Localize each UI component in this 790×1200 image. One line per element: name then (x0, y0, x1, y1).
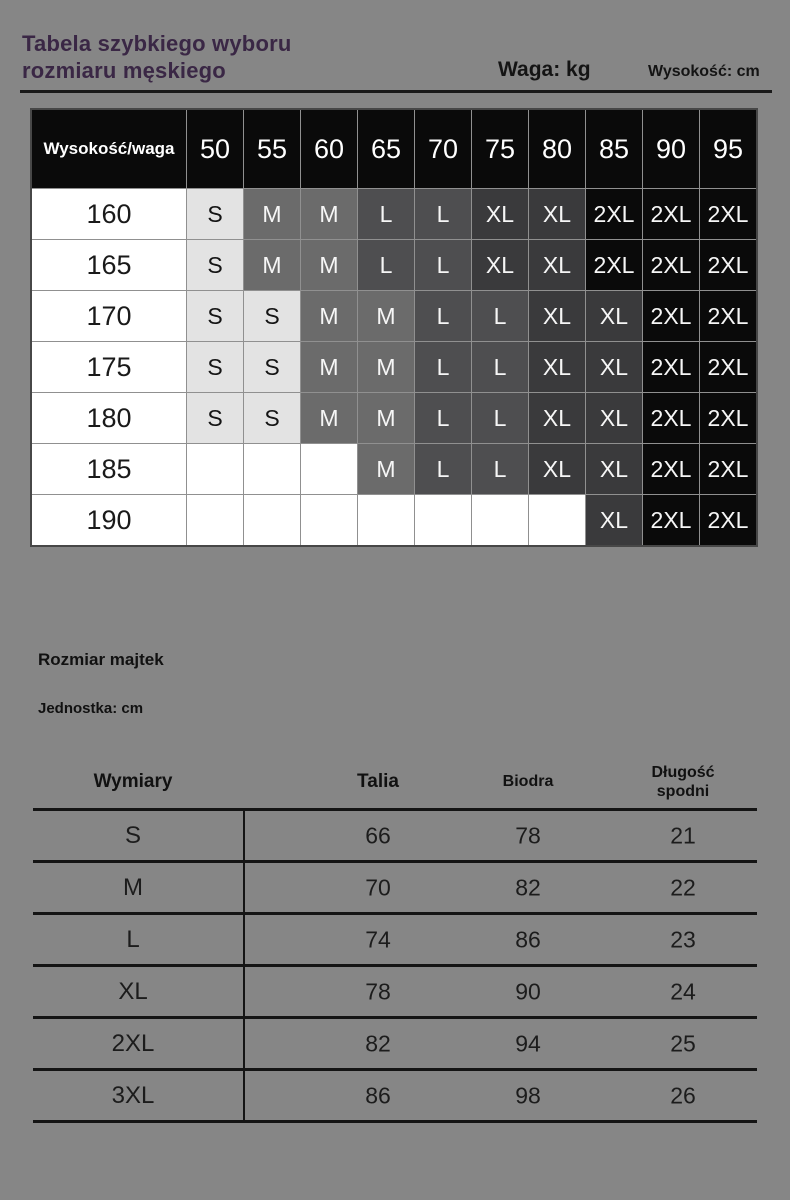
size-cell: S (187, 189, 243, 239)
size-cell: XL (529, 342, 585, 392)
weight-header-cell: 85 (586, 110, 642, 188)
table-row (33, 811, 757, 863)
weight-unit-label: Waga: kg (498, 58, 591, 81)
talia-value: 74 (365, 926, 391, 952)
size-cell: S (187, 240, 243, 290)
talia-value: 82 (365, 1030, 391, 1056)
empty-size-cell (472, 495, 528, 545)
briefs-table-header (33, 755, 757, 811)
size-cell: XL (529, 393, 585, 443)
size-cell: 2XL (643, 291, 699, 341)
size-cell: 2XL (643, 240, 699, 290)
size-label: S (124, 821, 142, 849)
column-header-biodra: Biodra (502, 772, 554, 790)
height-cell: 190 (32, 495, 186, 545)
briefs-table-column-divider (243, 811, 245, 1123)
page-title-line1: Tabela szybkiego wyboru (22, 31, 292, 56)
height-cell: 180 (32, 393, 186, 443)
briefs-unit-label: Jednostka: cm (38, 700, 144, 717)
size-cell: XL (586, 495, 642, 545)
size-cell: 2XL (700, 444, 756, 494)
size-cell: XL (586, 393, 642, 443)
column-header-dlugosc-spodni: Długość spodni (651, 763, 715, 800)
empty-size-cell (244, 444, 300, 494)
biodra-value: 98 (515, 1082, 541, 1108)
size-cell: M (301, 342, 357, 392)
size-cell: M (244, 189, 300, 239)
talia-value: 86 (365, 1082, 391, 1108)
biodra-value: 86 (515, 926, 541, 952)
size-cell: M (301, 189, 357, 239)
dlugosc-spodni-value: 21 (670, 822, 696, 848)
size-cell: 2XL (700, 291, 756, 341)
column-header-talia: Talia (357, 770, 399, 792)
size-matrix (30, 108, 758, 547)
dlugosc-spodni-value: 22 (670, 874, 696, 900)
weight-header-cell: 80 (529, 110, 585, 188)
biodra-value: 94 (515, 1030, 541, 1056)
height-cell: 175 (32, 342, 186, 392)
empty-size-cell (301, 495, 357, 545)
table-row (33, 967, 757, 1019)
height-cell: 185 (32, 444, 186, 494)
size-cell: L (472, 291, 528, 341)
size-cell: 2XL (700, 393, 756, 443)
talia-value: 66 (365, 822, 391, 848)
size-cell: M (358, 291, 414, 341)
size-label: 3XL (111, 1081, 155, 1109)
dlugosc-spodni-value: 25 (670, 1030, 696, 1056)
height-cell: 170 (32, 291, 186, 341)
size-cell: XL (586, 291, 642, 341)
dlugosc-spodni-value: 26 (670, 1082, 696, 1108)
empty-size-cell (187, 444, 243, 494)
height-cell: 160 (32, 189, 186, 239)
weight-header-cell: 95 (700, 110, 756, 188)
page-title (22, 30, 352, 84)
size-cell: S (187, 291, 243, 341)
size-cell: M (358, 393, 414, 443)
size-cell: L (415, 291, 471, 341)
size-cell: M (358, 342, 414, 392)
size-cell: 2XL (700, 342, 756, 392)
size-cell: 2XL (643, 393, 699, 443)
size-cell: L (415, 444, 471, 494)
matrix-corner-cell: Wysokość/waga (32, 110, 186, 188)
size-cell: 2XL (643, 342, 699, 392)
size-cell: 2XL (643, 495, 699, 545)
size-cell: 2XL (643, 444, 699, 494)
size-cell: XL (529, 189, 585, 239)
weight-header-cell: 50 (187, 110, 243, 188)
size-cell: 2XL (700, 240, 756, 290)
table-row (33, 915, 757, 967)
size-cell: XL (529, 291, 585, 341)
size-cell: M (301, 393, 357, 443)
size-cell: XL (586, 342, 642, 392)
briefs-table (33, 755, 757, 1123)
size-cell: M (358, 444, 414, 494)
dlugosc-spodni-value: 23 (670, 926, 696, 952)
size-cell: L (415, 240, 471, 290)
biodra-value: 90 (515, 978, 541, 1004)
weight-header-cell: 70 (415, 110, 471, 188)
size-cell: M (244, 240, 300, 290)
size-cell: XL (472, 240, 528, 290)
size-cell: 2XL (700, 189, 756, 239)
talia-value: 78 (365, 978, 391, 1004)
dlugosc-spodni-value: 24 (670, 978, 696, 1004)
size-cell: L (415, 342, 471, 392)
empty-size-cell (187, 495, 243, 545)
page-title-line2: rozmiaru męskiego (22, 58, 226, 83)
size-cell: S (187, 393, 243, 443)
biodra-value: 78 (515, 822, 541, 848)
size-cell: L (415, 393, 471, 443)
table-row (33, 863, 757, 915)
height-cell: 165 (32, 240, 186, 290)
size-cell: 2XL (586, 189, 642, 239)
empty-size-cell (358, 495, 414, 545)
size-cell: XL (586, 444, 642, 494)
table-row (33, 1071, 757, 1123)
size-cell: XL (529, 240, 585, 290)
size-cell: L (472, 444, 528, 494)
size-cell: 2XL (700, 495, 756, 545)
weight-header-cell: 55 (244, 110, 300, 188)
size-cell: M (301, 240, 357, 290)
weight-header-cell: 75 (472, 110, 528, 188)
size-label: XL (118, 977, 148, 1005)
weight-header-cell: 60 (301, 110, 357, 188)
size-cell: S (244, 342, 300, 392)
weight-header-cell: 65 (358, 110, 414, 188)
size-label: 2XL (111, 1029, 155, 1057)
table-row (33, 1019, 757, 1071)
size-cell: S (244, 393, 300, 443)
size-cell: L (415, 189, 471, 239)
size-cell: 2XL (643, 189, 699, 239)
height-unit-label: Wysokość: cm (648, 63, 760, 80)
column-header-wymiary: Wymiary (93, 770, 173, 792)
talia-value: 70 (365, 874, 391, 900)
size-cell: L (358, 189, 414, 239)
size-cell: L (358, 240, 414, 290)
briefs-section-title: Rozmiar majtek (38, 650, 164, 669)
size-label: M (123, 873, 143, 901)
weight-header-cell: 90 (643, 110, 699, 188)
biodra-value: 82 (515, 874, 541, 900)
title-divider (20, 90, 772, 93)
empty-size-cell (301, 444, 357, 494)
empty-size-cell (529, 495, 585, 545)
size-cell: L (472, 342, 528, 392)
size-cell: XL (472, 189, 528, 239)
empty-size-cell (244, 495, 300, 545)
size-cell: S (244, 291, 300, 341)
size-cell: M (301, 291, 357, 341)
briefs-table-body (33, 811, 757, 1123)
size-cell: XL (529, 444, 585, 494)
empty-size-cell (415, 495, 471, 545)
size-cell: L (472, 393, 528, 443)
size-cell: 2XL (586, 240, 642, 290)
size-cell: S (187, 342, 243, 392)
size-label: L (126, 925, 140, 953)
